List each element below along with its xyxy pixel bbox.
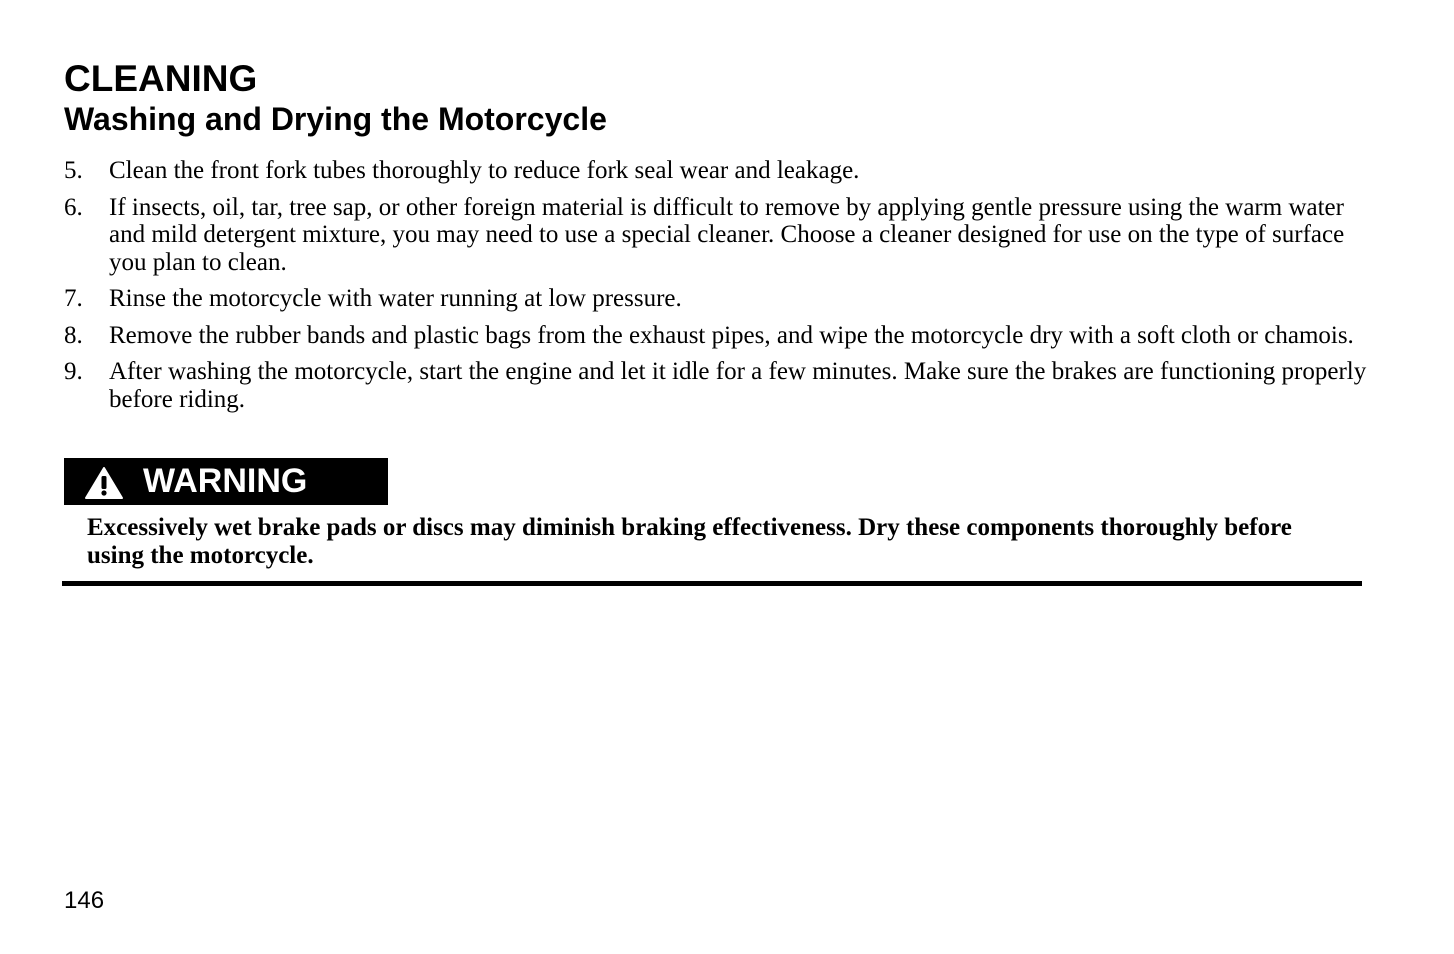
warning-text: Excessively wet brake pads or discs may diminish braking effectiveness. Dry these components thoroughly before using the motorcycle.	[87, 514, 1292, 569]
list-item	[64, 157, 1370, 185]
list-item	[64, 322, 1370, 350]
warning-triangle-icon	[84, 466, 124, 500]
section-subtitle: Washing and Drying the Motorcycle	[64, 101, 607, 137]
list-item	[64, 358, 1370, 413]
step-text: After washing the motorcycle, start the engine and let it idle for a few minutes. Make sure the brakes are functioning properly before riding.	[109, 358, 1367, 413]
step-text: If insects, oil, tar, tree sap, or other foreign material is difficult to remove by applying gentle pressure using the warm water and mild detergent mixture, you may need to use a special cleaner. Choose a cleaner designed for use on the type of surface you plan to clean.	[109, 193, 1345, 276]
step-list	[64, 157, 1370, 422]
list-item	[64, 194, 1370, 277]
list-item	[64, 285, 1370, 313]
step-text: Remove the rubber bands and plastic bags from the exhaust pipes, and wipe the motorcycle dry with a soft cloth or chamois.	[109, 321, 1354, 349]
step-number: 7.	[64, 285, 83, 312]
step-text: Clean the front fork tubes thoroughly to reduce fork seal wear and leakage.	[109, 157, 860, 184]
step-number: 8.	[64, 321, 83, 349]
step-text: Rinse the motorcycle with water running at low pressure.	[109, 285, 682, 312]
warning-header	[64, 458, 388, 505]
step-number: 6.	[64, 193, 83, 221]
page-number: 146	[64, 887, 105, 914]
warning-divider	[62, 581, 1362, 586]
step-number: 9.	[64, 358, 83, 385]
warning-label: WARNING	[143, 462, 308, 500]
step-number: 5.	[64, 157, 83, 184]
section-title: CLEANING	[64, 58, 258, 99]
